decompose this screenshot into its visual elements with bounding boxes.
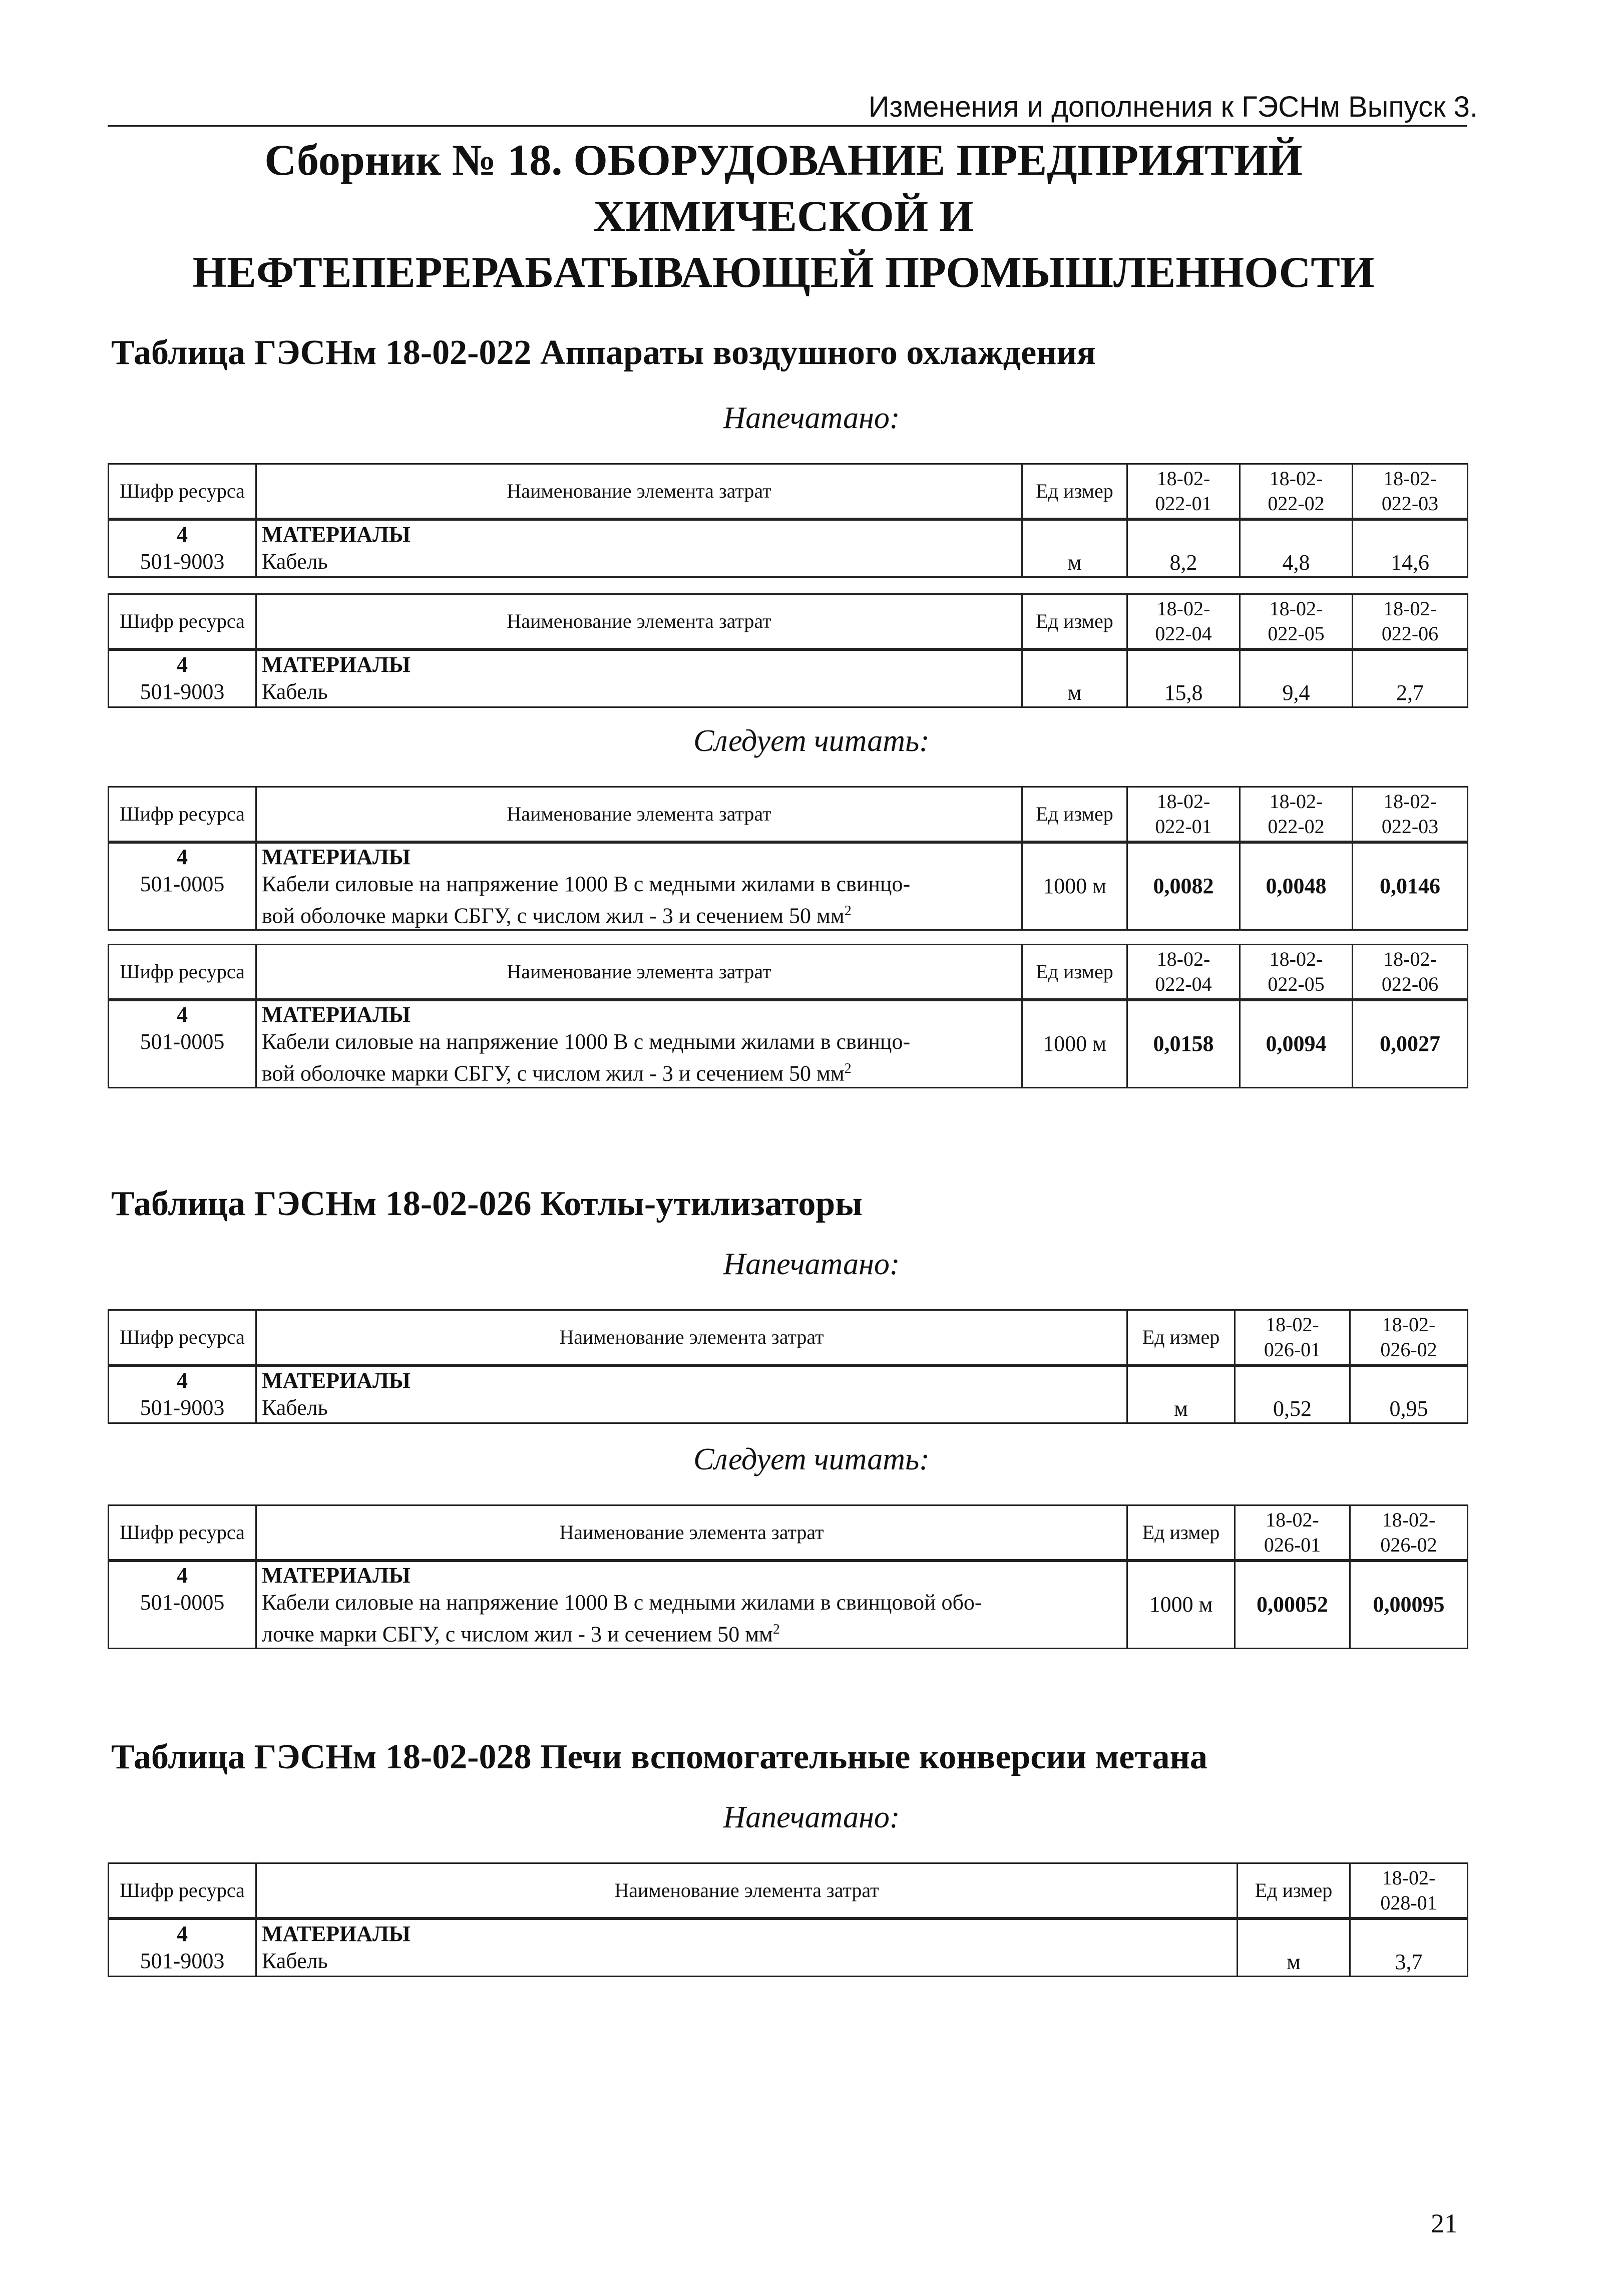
section-title-18-02-026: Таблица ГЭСНм 18-02-026 Котлы-утилизаторы: [111, 1185, 863, 1223]
header-code: Шифр ресурса: [109, 594, 256, 649]
page-number: 21: [1431, 2208, 1458, 2238]
cost-table-corrected-022-b: [108, 944, 1468, 1088]
section-title-18-02-028: Таблица ГЭСНм 18-02-028 Печи вспомогательные конверсии метана: [111, 1738, 1207, 1776]
resource-code: 4 501-0005: [109, 842, 256, 930]
collection-title-line-1: Сборник № 18. ОБОРУДОВАНИЕ ПРЕДПРИЯТИЙ ХИМИЧЕСКОЙ И: [264, 136, 1303, 241]
resource-name: МАТЕРИАЛЫ Кабели силовые на напряжение 1000 В с медными жилами в свинцовой обо- лочке марки СБГУ, с числом жил - 3 и сечением 50 $мм^2$: [256, 1561, 1127, 1649]
unit-cell: м: [1022, 649, 1127, 707]
header-unit: Ед измер: [1022, 787, 1127, 842]
header-name: Наименование элемента затрат: [256, 787, 1022, 842]
value-cell: 0,0158: [1127, 1000, 1240, 1088]
value-cell: 3,7: [1350, 1919, 1468, 1977]
header-unit: Ед измер: [1022, 945, 1127, 1000]
resource-code: 4 501-0005: [109, 1000, 256, 1088]
cost-table-printed-028: [108, 1862, 1468, 1977]
header-unit: Ед измер: [1022, 594, 1127, 649]
header-norm: 18-02- 026-02: [1350, 1505, 1468, 1561]
header-norm: 18-02- 022-04: [1127, 945, 1240, 1000]
header-code: Шифр ресурса: [109, 945, 256, 1000]
value-cell: 8,2: [1127, 519, 1240, 577]
collection-title: [100, 133, 1467, 301]
resource-code: 4 501-9003: [109, 649, 256, 707]
header-norm: 18-02- 026-01: [1235, 1310, 1350, 1365]
header-norm: 18-02- 022-05: [1240, 594, 1353, 649]
header-norm: 18-02- 022-06: [1353, 594, 1468, 649]
unit-cell: 1000 м: [1022, 1000, 1127, 1088]
header-norm: 18-02- 022-02: [1240, 787, 1353, 842]
header-norm: 18-02- 026-02: [1350, 1310, 1468, 1365]
header-norm: 18-02- 022-01: [1127, 464, 1240, 519]
header-norm: 18-02- 022-01: [1127, 787, 1240, 842]
value-cell: 2,7: [1353, 649, 1468, 707]
resource-name: МАТЕРИАЛЫ Кабель: [256, 1919, 1238, 1977]
value-cell: 14,6: [1353, 519, 1468, 577]
value-cell: 0,0146: [1353, 842, 1468, 930]
printed-label: Напечатано:: [723, 1247, 900, 1281]
header-norm: 18-02- 022-06: [1353, 945, 1468, 1000]
printed-label: Напечатано:: [723, 1800, 900, 1834]
cost-table-printed-022-b: [108, 593, 1468, 708]
resource-name: МАТЕРИАЛЫ Кабели силовые на напряжение 1000 В с медными жилами в свинцо- вой оболочке марки СБГУ, с числом жил - 3 и сечением 50 $мм^2$: [256, 842, 1022, 930]
header-name: Наименование элемента затрат: [256, 1505, 1127, 1561]
unit-cell: м: [1127, 1365, 1235, 1423]
header-norm: 18-02- 022-04: [1127, 594, 1240, 649]
header-unit: Ед измер: [1022, 464, 1127, 519]
section-title-18-02-022: Таблица ГЭСНм 18-02-022 Аппараты воздушного охлаждения: [111, 333, 1096, 372]
header-code: Шифр ресурса: [109, 1863, 256, 1919]
value-cell: 0,0048: [1240, 842, 1353, 930]
header-rule: [108, 125, 1467, 127]
header-name: Наименование элемента затрат: [256, 945, 1022, 1000]
cost-table-corrected-022-a: [108, 786, 1468, 931]
cost-table-printed-026: [108, 1309, 1468, 1424]
resource-code: 4 501-0005: [109, 1561, 256, 1649]
header-norm: 18-02- 022-05: [1240, 945, 1353, 1000]
unit-cell: м: [1022, 519, 1127, 577]
running-header: Изменения и дополнения к ГЭСНм Выпуск 3.: [868, 91, 1478, 123]
unit-cell: 1000 м: [1022, 842, 1127, 930]
value-cell: 0,0094: [1240, 1000, 1353, 1088]
header-code: Шифр ресурса: [109, 1505, 256, 1561]
resource-name: МАТЕРИАЛЫ Кабель: [256, 1365, 1127, 1423]
should-read-label: Следует читать:: [693, 724, 930, 758]
cost-table-printed-022-a: [108, 463, 1468, 578]
header-norm: 18-02- 022-03: [1353, 787, 1468, 842]
should-read-label: Следует читать:: [693, 1442, 930, 1476]
collection-title-line-2: НЕФТЕПЕРЕРАБАТЫВАЮЩЕЙ ПРОМЫШЛЕННОСТИ: [192, 248, 1375, 297]
header-name: Наименование элемента затрат: [256, 594, 1022, 649]
value-cell: 9,4: [1240, 649, 1353, 707]
value-cell: 0,0082: [1127, 842, 1240, 930]
header-unit: Ед измер: [1127, 1505, 1235, 1561]
value-cell: 0,00095: [1350, 1561, 1468, 1649]
value-cell: 4,8: [1240, 519, 1353, 577]
unit-cell: м: [1238, 1919, 1350, 1977]
value-cell: 0,52: [1235, 1365, 1350, 1423]
header-norm: 18-02- 026-01: [1235, 1505, 1350, 1561]
value-cell: 0,95: [1350, 1365, 1468, 1423]
header-name: Наименование элемента затрат: [256, 1310, 1127, 1365]
value-cell: 0,0027: [1353, 1000, 1468, 1088]
resource-name: МАТЕРИАЛЫ Кабель: [256, 649, 1022, 707]
value-cell: 0,00052: [1235, 1561, 1350, 1649]
printed-label: Напечатано:: [723, 401, 900, 435]
resource-code: 4 501-9003: [109, 519, 256, 577]
cost-table-corrected-026: [108, 1504, 1468, 1649]
header-norm: 18-02- 028-01: [1350, 1863, 1468, 1919]
header-norm: 18-02- 022-03: [1353, 464, 1468, 519]
header-name: Наименование элемента затрат: [256, 464, 1022, 519]
resource-code: 4 501-9003: [109, 1919, 256, 1977]
resource-code: 4 501-9003: [109, 1365, 256, 1423]
header-norm: 18-02- 022-02: [1240, 464, 1353, 519]
unit-cell: 1000 м: [1127, 1561, 1235, 1649]
resource-name: МАТЕРИАЛЫ Кабели силовые на напряжение 1000 В с медными жилами в свинцо- вой оболочке марки СБГУ, с числом жил - 3 и сечением 50 $мм^2$: [256, 1000, 1022, 1088]
header-name: Наименование элемента затрат: [256, 1863, 1238, 1919]
resource-name: МАТЕРИАЛЫ Кабель: [256, 519, 1022, 577]
value-cell: 15,8: [1127, 649, 1240, 707]
header-unit: Ед измер: [1127, 1310, 1235, 1365]
header-code: Шифр ресурса: [109, 787, 256, 842]
header-code: Шифр ресурса: [109, 1310, 256, 1365]
header-code: Шифр ресурса: [109, 464, 256, 519]
header-unit: Ед измер: [1238, 1863, 1350, 1919]
